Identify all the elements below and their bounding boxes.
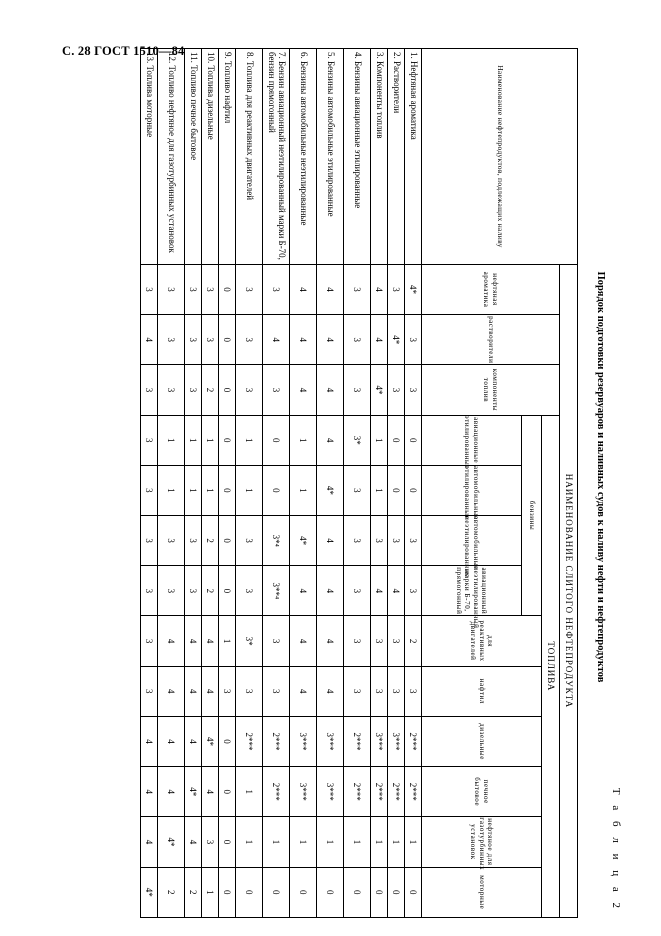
table-cell: 3 [185,365,202,415]
table-cell: 3 [344,264,371,314]
table-cell: 0 [219,817,236,867]
table-cell: 1 [185,465,202,515]
table-cell: 3 [405,566,422,616]
table-cell: 2 [405,616,422,666]
table-cell: 2*** [405,767,422,817]
table-cell: 4 [141,767,158,817]
table-cell: 4 [317,415,344,465]
table-cell: 3 [202,315,219,365]
table-row [141,49,158,918]
table-cell: 4 [185,616,202,666]
table-cell: 4 [290,315,317,365]
table-cell: 4* [371,365,388,415]
table-cell: 1 [236,817,263,867]
table-cell: 2*** [344,767,371,817]
table-row [219,49,236,918]
table-cell: 1 [158,465,185,515]
row-name: 1. Нефтяная ароматика [405,49,422,265]
table-cell: 1 [185,415,202,465]
row-name: 3. Компоненты топлив [371,49,388,265]
table-cell: 4 [317,315,344,365]
table-cell: 4* [202,716,219,766]
table-cell: 3 [388,365,405,415]
table-cell: 3 [344,666,371,716]
table-cell: 3 [158,566,185,616]
table-row [202,49,219,918]
table-cell: 4 [290,264,317,314]
col-header-12: нефтяное для газотурбинных установок [422,817,542,867]
table-cell: 0 [219,716,236,766]
table-cell: 3 [263,616,290,666]
table-cell: 4 [290,616,317,666]
table-cell: 0 [263,867,290,917]
table-body [141,49,422,918]
table-cell: 0 [371,867,388,917]
table-cell: 0 [405,415,422,465]
table-cell: 3 [141,264,158,314]
table-cell: 2*** [263,767,290,817]
col-header-5: автомобильные этилированные [422,465,522,515]
table-cell: 4 [263,315,290,365]
table-cell: 4 [290,666,317,716]
table-cell: 3 [405,516,422,566]
table-cell: 3 [236,315,263,365]
table-cell: 4 [317,516,344,566]
table-cell: 3*** [290,716,317,766]
table-cell: 3 [141,465,158,515]
col-header-1: нефтяная ароматика [422,264,560,314]
table-cell: 3 [388,616,405,666]
table-cell: 3 [236,264,263,314]
table-cell: 3 [344,465,371,515]
table-cell: 4 [202,666,219,716]
row-name: 9. Топливо нафтил [219,49,236,265]
table-row [344,49,371,918]
table-cell: 3*** [317,767,344,817]
table-cell: 4 [317,264,344,314]
table-cell: 1 [263,817,290,867]
table-cell: 3*** [290,767,317,817]
group-header: НАИМЕНОВАНИЕ СЛИТОГО НЕФТЕПРОДУКТА [560,264,578,917]
table-row [371,49,388,918]
table-cell: 1 [202,867,219,917]
table-cell: 2 [202,516,219,566]
table-cell: 4 [317,566,344,616]
table-cell: 4* [317,465,344,515]
table-cell: 3 [202,264,219,314]
table-cell: 1 [236,767,263,817]
table-cell: 1 [405,817,422,867]
col-header-2: растворители [422,315,560,365]
table-cell: 4 [202,616,219,666]
table-cell: 3 [141,365,158,415]
table-cell: 0 [219,415,236,465]
page-header: С. 28 ГОСТ 1510—84 [62,44,185,58]
table-cell: 4 [185,716,202,766]
table-cell: 0 [317,867,344,917]
table-cell: 4 [388,566,405,616]
table-cell: 0 [405,465,422,515]
table-cell: 0 [344,867,371,917]
table-cell: 3 [344,315,371,365]
table-cell: 1 [371,465,388,515]
table-cell: 4 [317,666,344,716]
table-cell: 3 [202,817,219,867]
data-table [140,48,578,918]
table-cell: 4 [185,666,202,716]
table-cell: 4 [317,616,344,666]
table-cell: 3 [141,616,158,666]
table-row [236,49,263,918]
table-cell: 2*** [388,767,405,817]
table-cell: 3 [388,516,405,566]
table-cell: 3 [388,264,405,314]
benzines-header: бензины [522,415,542,616]
table-cell: 3 [158,264,185,314]
col-header-13: моторные [422,867,542,917]
table-cell: 1 [236,415,263,465]
table-cell: 3 [141,415,158,465]
table-cell: 0 [290,867,317,917]
table-cell: 3 [344,566,371,616]
table-cell: 0 [219,264,236,314]
table-cell: 3**⁴ [263,566,290,616]
table-cell: 1 [236,465,263,515]
row-name: 11. Топливо печное бытовое [185,49,202,265]
table-cell: 2 [185,867,202,917]
table-cell: 3* [344,415,371,465]
row-name: 5. Бензины автомобильные этилированные [317,49,344,265]
table-cell: 0 [236,867,263,917]
row-name: 12. Топливо нефтяное для газотурбинных установок [158,49,185,265]
table-row [185,49,202,918]
table-cell: 4 [371,264,388,314]
table-cell: 3 [263,666,290,716]
row-name: 4. Бензины авиационные этилированные [344,49,371,265]
table-cell: 1 [371,415,388,465]
col-header-6: автомобильные неэтилированные [422,516,522,566]
table-cell: 3 [344,516,371,566]
table-cell: 4* [290,516,317,566]
table-cell: 3 [141,566,158,616]
table-caption: Порядок подготовки резервуаров и наливных судов к наливу нефти и нефтепродуктов [595,271,606,683]
table-cell: 3 [405,666,422,716]
table-cell: 1 [219,616,236,666]
row-name: 13. Топлива моторные [141,49,158,265]
col-header-9: нафтил [422,666,542,716]
table-cell: 4* [388,315,405,365]
table-cell: 1 [202,465,219,515]
col-header-7: авиационный неэтилированный марки Б-70, прямогонный [422,566,522,616]
table-cell: 0 [388,867,405,917]
table-cell: 1 [290,465,317,515]
table-row [263,49,290,918]
table-cell: 0 [219,315,236,365]
col-header-3: компоненты топлив [422,365,560,415]
table-cell: 3 [185,516,202,566]
table-cell: 3 [344,616,371,666]
table-cell: 3 [219,666,236,716]
row-name: 6. Бензины автомобильные неэтилированные [290,49,317,265]
row-name: 8. Топлива для реактивных двигателей [236,49,263,265]
table-cell: 0 [263,465,290,515]
table-cell: 3* [236,616,263,666]
row-name: 10. Топлива дизельные [202,49,219,265]
table-cell: 3 [344,365,371,415]
table-cell: 2 [202,566,219,616]
table-cell: 2 [158,867,185,917]
table-cell: 4 [371,566,388,616]
table-cell: 3 [371,516,388,566]
table-cell: 1 [290,415,317,465]
table-cell: 4* [141,867,158,917]
table-cell: 2*** [405,716,422,766]
table-cell: 3 [185,264,202,314]
table-cell: 3 [263,365,290,415]
table-cell: 4 [158,616,185,666]
table-cell: 0 [219,516,236,566]
table-cell: 1 [388,817,405,867]
table-cell: 2 [202,365,219,415]
table-cell: 3 [236,365,263,415]
table-cell: 3 [371,666,388,716]
table-cell: 1 [158,415,185,465]
table-cell: 1 [317,817,344,867]
table-label: Т а б л и ц а 2 [610,787,622,912]
table-cell: 4 [290,566,317,616]
table-cell: 0 [219,867,236,917]
stub-header: Наименование нефтепродуктов, подлежащих наливу [422,49,578,265]
table-cell: 0 [219,566,236,616]
row-name: 2. Растворители [388,49,405,265]
fuels-header: ТОПЛИВА [542,415,560,917]
table-cell: 3 [405,315,422,365]
table-row [388,49,405,918]
table-row [405,49,422,918]
table-cell: 4 [158,666,185,716]
table-cell: 2*** [344,716,371,766]
rotated-table-block [65,48,620,918]
col-header-4: авиационные этилированные [422,415,522,465]
table-cell: 3*** [317,716,344,766]
table-cell: 3 [158,315,185,365]
table-cell: 3 [158,365,185,415]
table-cell: 3 [236,516,263,566]
table-cell: 0 [219,365,236,415]
table-cell: 0 [219,465,236,515]
table-cell: 4* [158,817,185,867]
table-cell: 0 [388,465,405,515]
table-cell: 1 [290,817,317,867]
table-cell: 3 [405,365,422,415]
table-cell: 3 [141,666,158,716]
table-cell: 3 [185,315,202,365]
table-cell: 4 [317,365,344,415]
table-cell: 4 [371,315,388,365]
table-cell: 4 [141,716,158,766]
table-cell: 1 [344,817,371,867]
table-cell: 4 [290,365,317,415]
table-cell: 4* [405,264,422,314]
table-cell: 0 [219,767,236,817]
row-name: 7. Бензин авиационный неэтилированный марки Б-70, бензин прямогонный [263,49,290,265]
table-cell: 4 [158,767,185,817]
table-cell: 1 [202,415,219,465]
table-row [158,49,185,918]
col-header-11: печное бытовое [422,767,542,817]
table-cell: 1 [371,817,388,867]
table-cell: 4 [202,767,219,817]
table-cell: 3 [388,666,405,716]
table-cell: 3 [236,566,263,616]
table-cell: 3*⁴ [263,516,290,566]
table-cell: 3*** [371,716,388,766]
table-cell: 2*** [371,767,388,817]
table-cell: 3*** [388,716,405,766]
table-cell: 4 [141,315,158,365]
table-cell: 3 [263,264,290,314]
table-cell: 2*** [263,716,290,766]
table-cell: 4 [158,716,185,766]
table-cell: 3 [371,616,388,666]
table-cell: 4* [185,767,202,817]
table-cell: 4 [185,817,202,867]
table-cell: 3 [236,666,263,716]
table-cell: 4 [141,817,158,867]
table-cell: 0 [388,415,405,465]
table-cell: 0 [405,867,422,917]
table-row [317,49,344,918]
table-cell: 0 [263,415,290,465]
col-header-10: дизельные [422,716,542,766]
table-cell: 3 [141,516,158,566]
col-header-8: для реактивных двигателей [422,616,542,666]
table-cell: 3 [185,566,202,616]
table-cell: 3 [158,516,185,566]
table-cell: 2*** [236,716,263,766]
table-row [290,49,317,918]
